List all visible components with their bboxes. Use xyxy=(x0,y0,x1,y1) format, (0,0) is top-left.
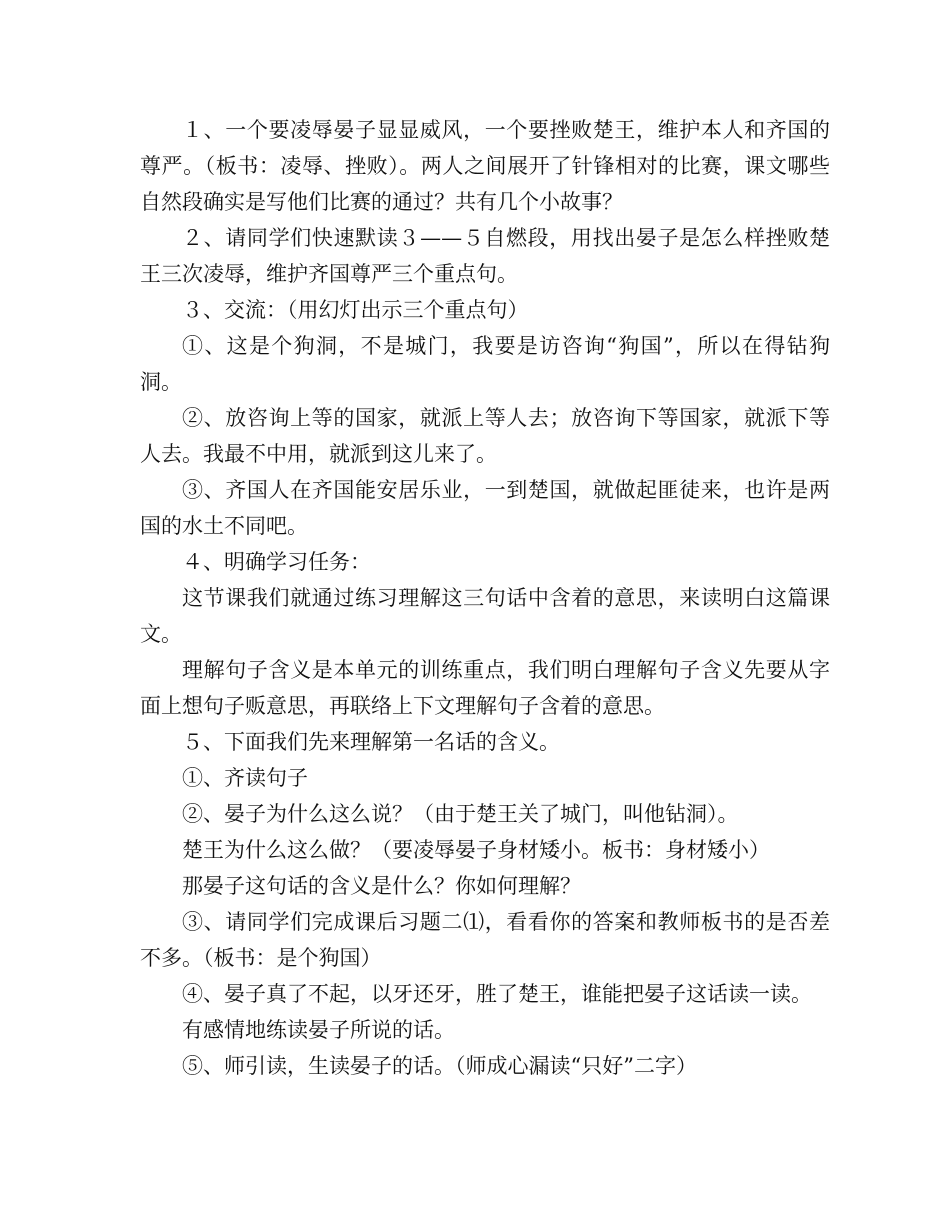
paragraph-8: 这节课我们就通过练习理解这三句话中含着的意思，来读明白这篇课文。 xyxy=(140,586,830,646)
paragraph-14: 那晏子这句话的含义是什么？你如何理解？ xyxy=(182,874,581,898)
paragraph-15: ③、请同学们完成课后习题二⑴，看看你的答案和教师板书的是否差不多。（板书：是个狗国） xyxy=(140,910,830,970)
paragraph-2: ２、请同学们快速默读３——５自燃段，用找出晏子是怎么样挫败楚王三次凌辱，维护齐国尊严三个重点句。 xyxy=(140,226,830,286)
paragraph-6: ③、齐国人在齐国能安居乐业，一到楚国，就做起匪徒来，也许是两国的水土不同吧。 xyxy=(140,478,830,538)
document-body xyxy=(140,112,830,1084)
paragraph-17: 有感情地练读晏子所说的话。 xyxy=(182,1018,455,1042)
paragraph-1: １、一个要凌辱晏子显显威风，一个要挫败楚王，维护本人和齐国的尊严。（板书：凌辱、挫败）。两人之间展开了针锋相对的比赛，课文哪些自然段确实是写他们比赛的通过？共有几个小故事？ xyxy=(140,118,830,214)
paragraph-16: ④、晏子真了不起，以牙还牙，胜了楚王，谁能把晏子这话读一读。 xyxy=(182,982,812,1006)
paragraph-18: ⑤、师引读，生读晏子的话。（师成心漏读“只好”二字） xyxy=(182,1054,697,1078)
paragraph-9: 理解句子含义是本单元的训练重点，我们明白理解句子含义先要从字面上想句子贩意思，再联络上下文理解句子含着的意思。 xyxy=(140,658,830,718)
paragraph-10: ５、下面我们先来理解第一名话的含义。 xyxy=(182,730,560,754)
paragraph-3: ３、交流：（用幻灯出示三个重点句） xyxy=(182,298,529,322)
paragraph-5: ②、放咨询上等的国家，就派上等人去；放咨询下等国家，就派下等人去。我最不中用，就派到这儿来了。 xyxy=(140,406,830,466)
paragraph-4: ①、这是个狗洞，不是城门，我要是访咨询“狗国”，所以在得钻狗洞。 xyxy=(140,334,830,394)
paragraph-13: 楚王为什么这么做？（要凌辱晏子身材矮小。板书：身材矮小） xyxy=(182,838,770,862)
paragraph-11: ①、齐读句子 xyxy=(182,766,308,790)
paragraph-12: ②、晏子为什么这么说？（由于楚王关了城门，叫他钻洞）。 xyxy=(182,802,739,826)
paragraph-7: ４、明确学习任务： xyxy=(182,550,371,574)
